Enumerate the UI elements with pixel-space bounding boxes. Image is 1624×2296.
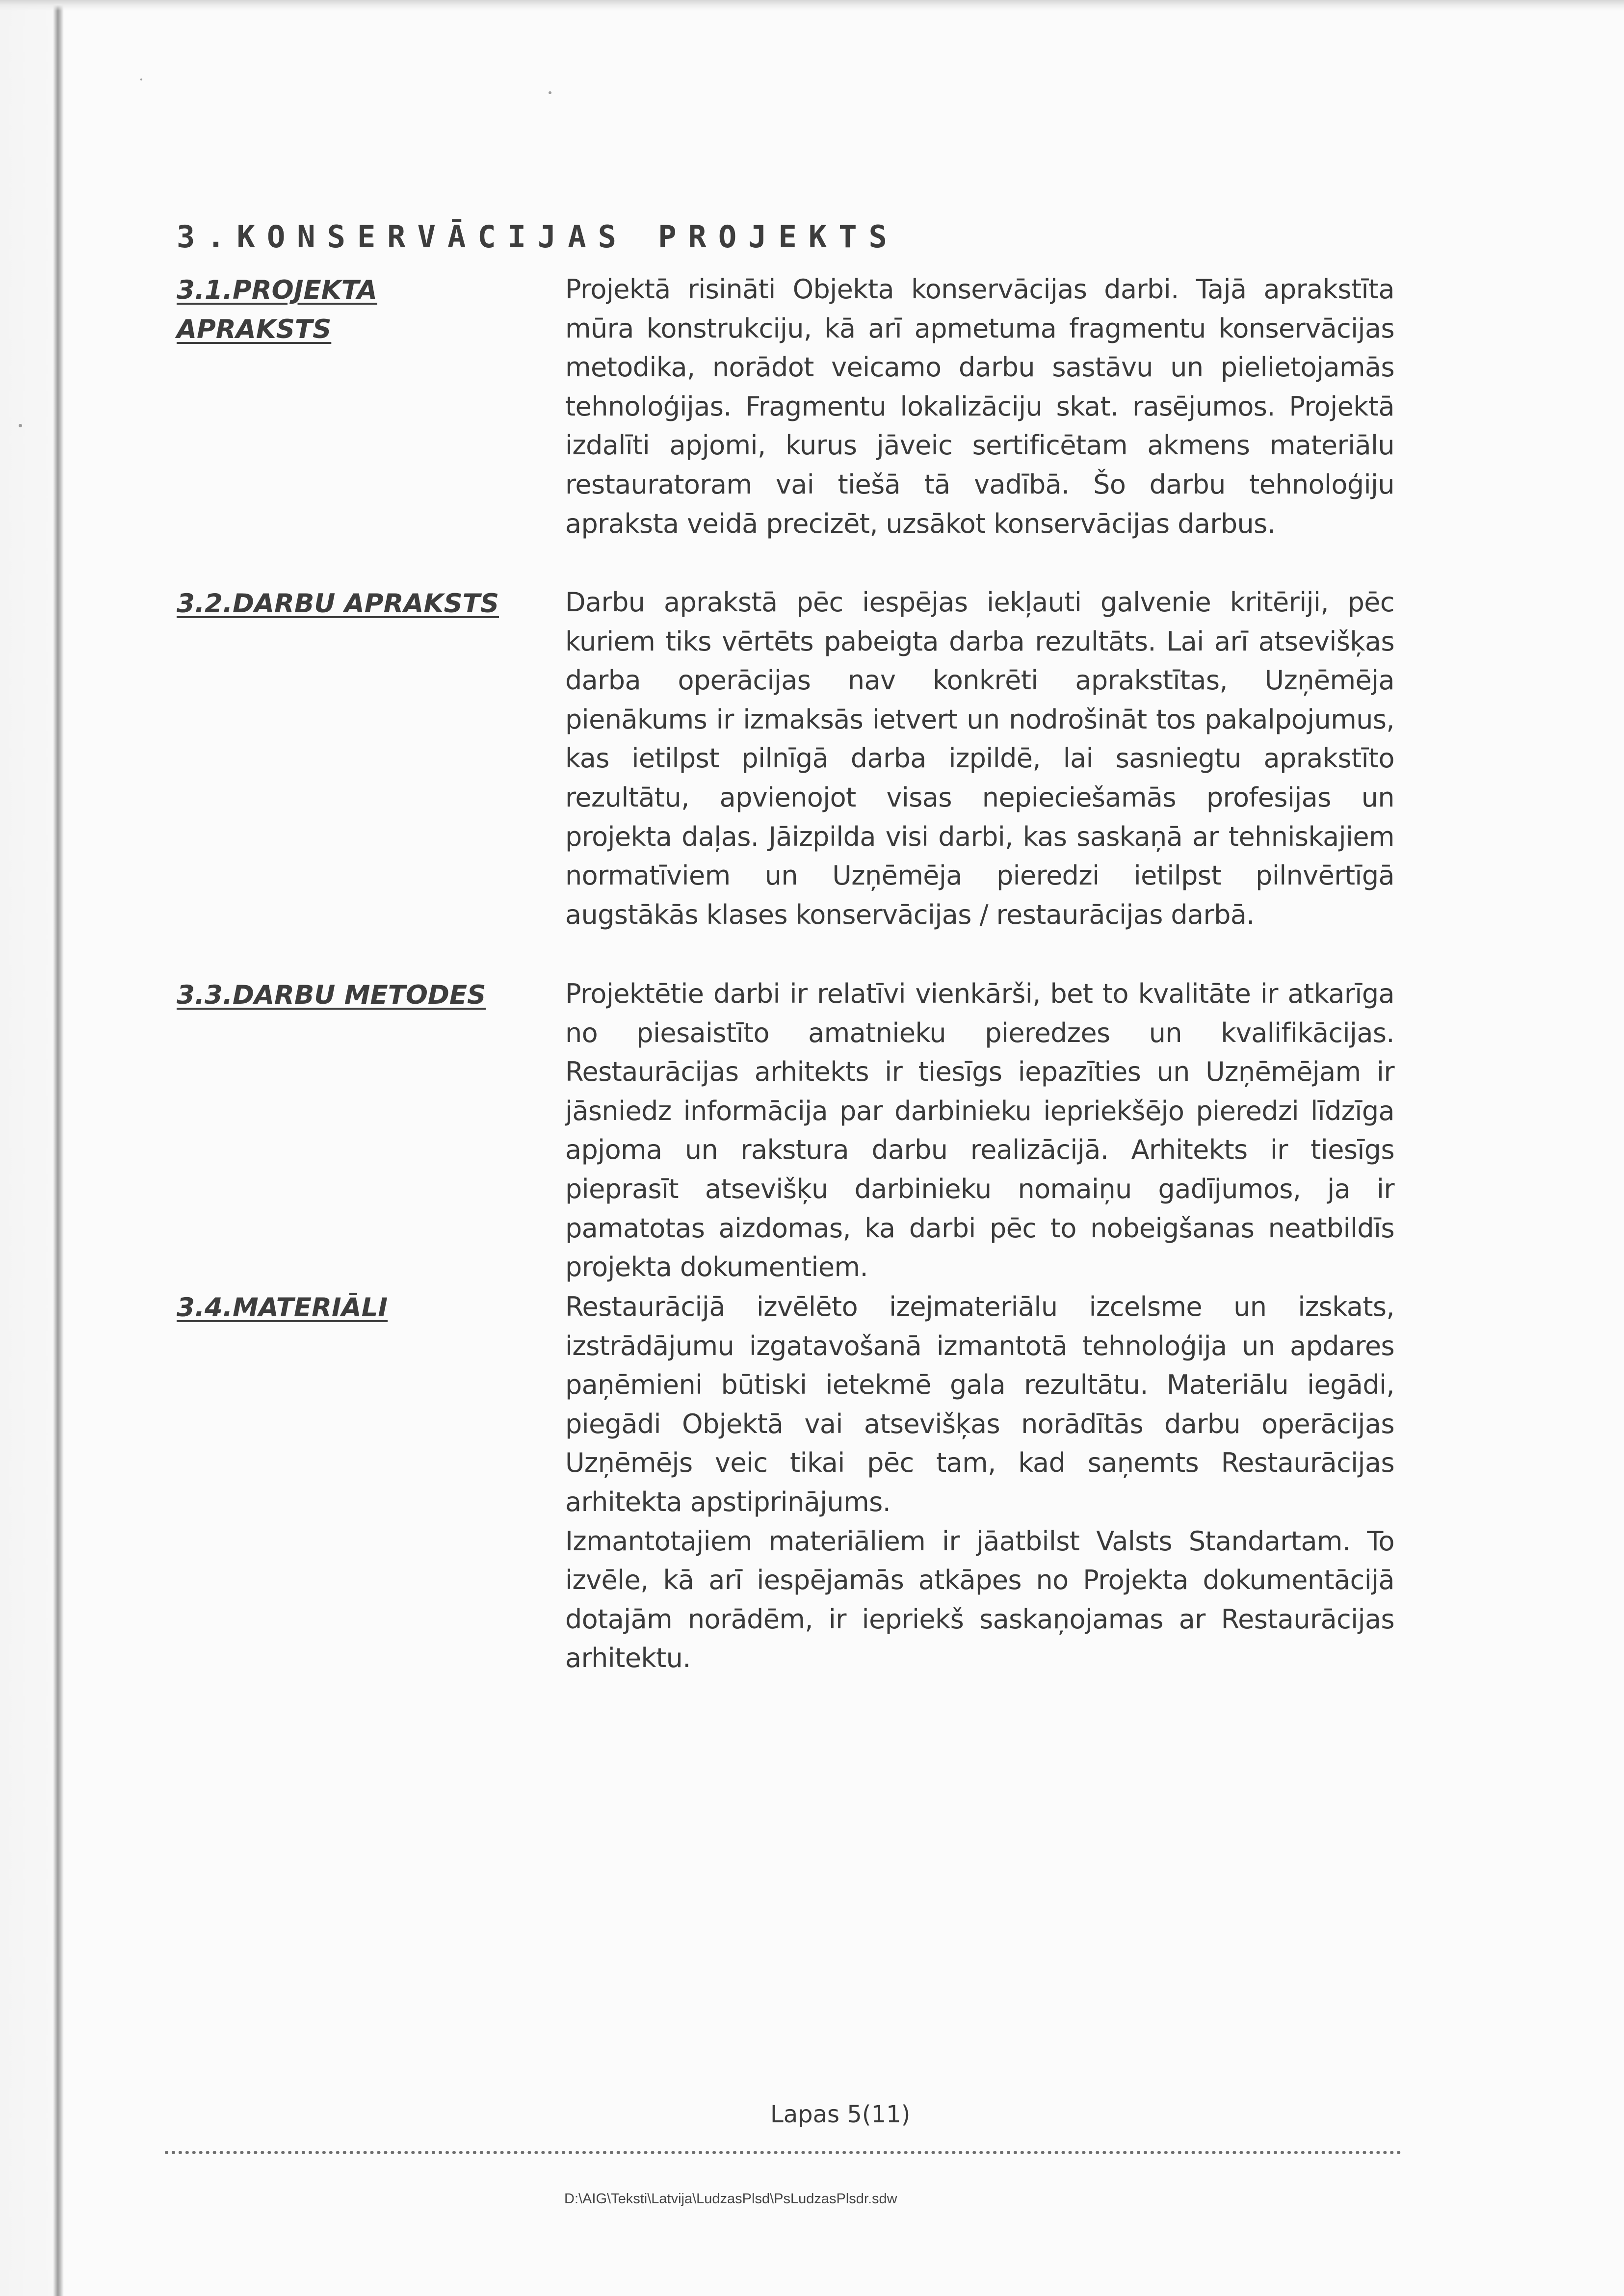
section-body-3-4-paragraph-2: Izmantotajiem materiāliem ir jāatbilst Valsts Standartam. To izvēle, kā arī iespējamās atkāpes no Projekta dokumentācijā dotajām norādēm, ir iepriekš saskaņojamas ar Restaurācijas arhitektu. <box>565 1525 1394 1674</box>
scan-speck <box>19 424 22 427</box>
section-heading-3-1 <box>177 271 377 349</box>
section-body-3-3: Projektētie darbi ir relatīvi vienkārši, bet to kvalitāte ir atkarīga no piesaistīto amatnieku pieredzes un kvalifikācijas. Restaurācijas arhitekts ir tiesīgs iepazīties un Uzņēmējam ir jāsniedz informācija par darbinieku iepriekšējo pieredzi līdzīga apjoma un rakstura darbu realizācijā. Arhitekts ir tiesīgs pieprasīt atsevišķu darbinieku nomaiņu gadījumos, ja ir pamatotas aizdomas, ka darbi pēc to nobeigšanas neatbildīs projekta dokumentiem. <box>565 978 1394 1283</box>
file-path: D:\AIG\Teksti\Latvija\LudzasPlsd\PsLudzasPlsdr.sdw <box>564 2191 897 2207</box>
section-heading-3-1-line2: APRAKSTS <box>177 314 332 344</box>
section-heading-3-3 <box>177 976 486 1015</box>
section-body-3-4 <box>565 1287 1394 1678</box>
section-heading-3-4-line1: 3.4.MATERIĀLI <box>177 1293 388 1323</box>
section-heading-3-1-line1: 3.1.PROJEKTA <box>177 275 377 305</box>
scan-speck <box>549 91 551 94</box>
section-body-3-1: Projektā risināti Objekta konservācijas darbi. Tajā aprakstīta mūra konstrukciju, kā arī apmetuma fragmentu konservācijas metodika, norādot veicamo darbu sastāvu un pielietojamās tehnoloģijas. Fragmentu lokalizāciju skat. rasējumos. Projektā izdalīti apjomi, kurus jāveic sertificētam akmens materiālu restauratoram vai tiešā tā vadībā. Šo darbu tehnoloģiju apraksta veidā precizēt, uzsākot konservācijas darbus. <box>565 274 1394 539</box>
chapter-title: 3.KONSERVĀCIJAS PROJEKTS <box>177 219 899 255</box>
section-heading-3-2 <box>177 584 499 624</box>
section-heading-3-4 <box>177 1288 388 1328</box>
section-body-3-2: Darbu aprakstā pēc iespējas iekļauti galvenie kritēriji, pēc kuriem tiks vērtēts pabeigta darba rezultāts. Lai arī atsevišķas darba operācijas nav konkrēti aprakstītas, Uzņēmēja pienākums ir izmaksās ietvert un nodrošināt tos pakalpojumus, kas ietilpst pilnīgā darba izpildē, lai sasniegtu aprakstīto rezultātu, apvienojot visas nepieciešamās profesijas un projekta daļas. Jāizpilda visi darbi, kas saskaņā ar tehniskajiem normatīviem un Uzņēmēja pieredzi ietilpst pilnvērtīgā augstākās klases konservācijas / restaurācijas darbā. <box>565 587 1394 930</box>
section-heading-3-2-line1: 3.2.DARBU APRAKSTS <box>177 589 499 619</box>
section-heading-3-3-line1: 3.3.DARBU METODES <box>177 980 486 1010</box>
scan-top-streak <box>0 0 1624 11</box>
footer-dotted-rule <box>165 2151 1401 2154</box>
scan-binding-edge <box>0 0 64 2296</box>
page-number: Lapas 5(11) <box>770 2101 911 2128</box>
scan-speck <box>140 78 142 80</box>
section-body-3-4-paragraph-1: Restaurācijā izvēlēto izejmateriālu izcelsme un izskats, izstrādājumu izgatavošanā izmantotā tehnoloģija un apdares paņēmieni būtiski ietekmē gala rezultātu. Materiālu iegādi, piegādi Objektā vai atsevišķas norādītās darbu operācijas Uzņēmējs veic tikai pēc tam, kad saņemts Restaurācijas arhitekta apstiprinājums. <box>565 1291 1394 1517</box>
